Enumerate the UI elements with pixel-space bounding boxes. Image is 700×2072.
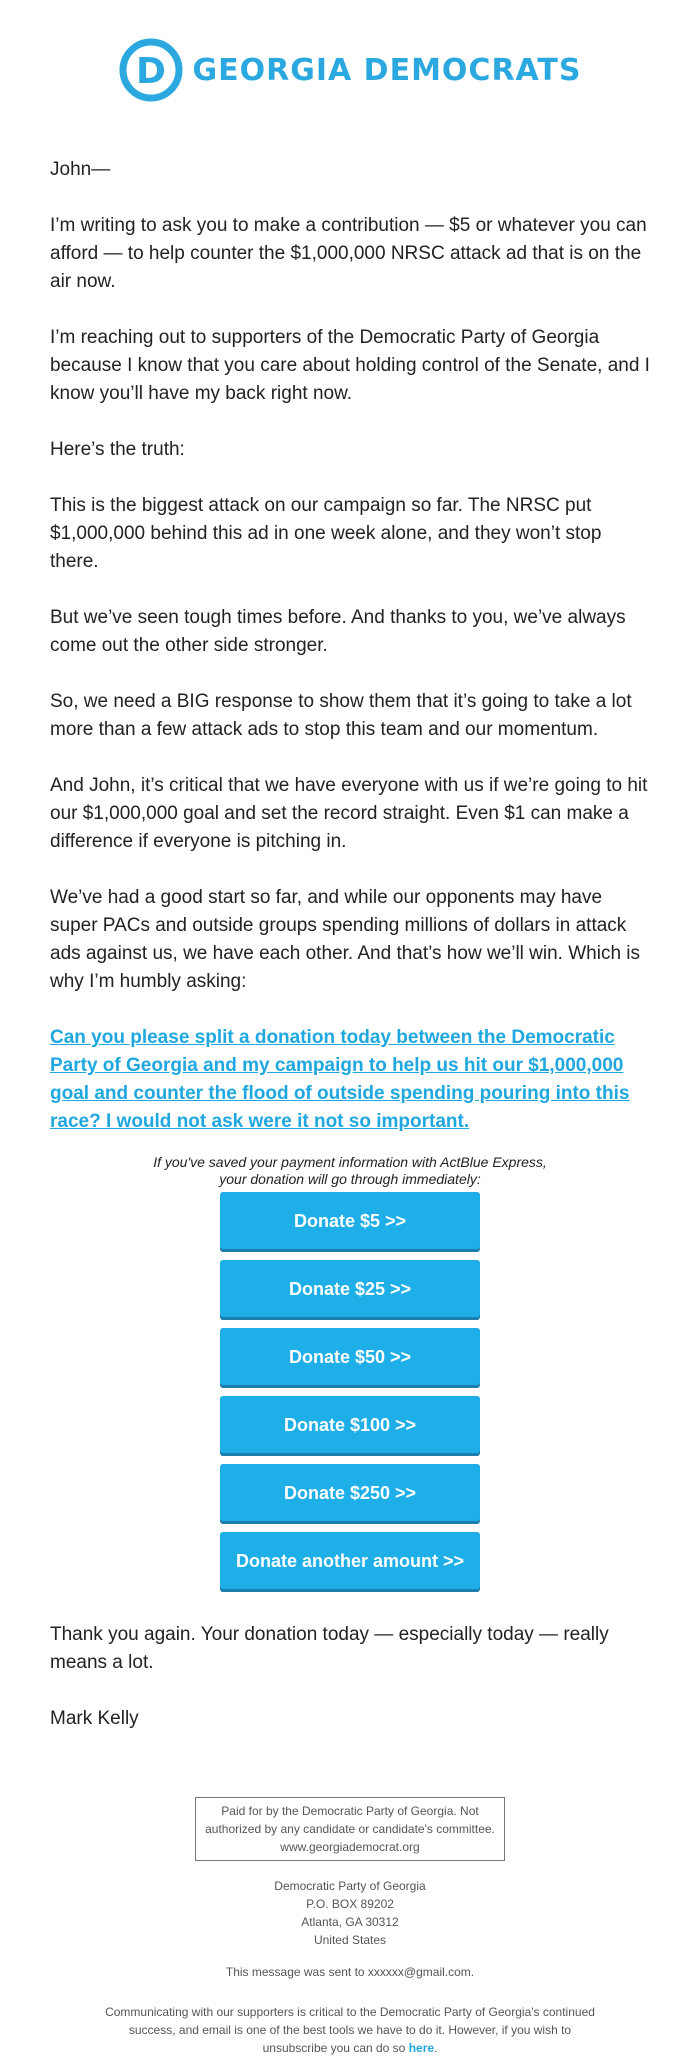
donate-other-button[interactable]: Donate another amount >> bbox=[220, 1532, 480, 1589]
donation-cta-link[interactable]: Can you please split a donation today between the Democratic Party of Georgia and my campaign to help us hit our $1,000,000 goal and counter the flood of outside spending pouring into this race? I would not ask were it not so important. bbox=[50, 1027, 630, 1132]
signature: Mark Kelly bbox=[50, 1708, 139, 1729]
mailing-address bbox=[0, 1877, 700, 1949]
note-line: If you've saved your payment information with ActBlue Express, bbox=[153, 1154, 547, 1170]
footer bbox=[0, 1797, 700, 2057]
address-line: United States bbox=[313, 1933, 387, 1947]
address-line: Atlanta, GA 30312 bbox=[301, 1915, 399, 1929]
paid-for-disclaimer bbox=[195, 1797, 505, 1861]
disclaimer-line: authorized by any candidate or candidate's committee. bbox=[205, 1822, 495, 1836]
disclaimer-line: Paid for by the Democratic Party of Georgia. Not bbox=[221, 1804, 479, 1818]
donate-50-button[interactable]: Donate $50 >> bbox=[220, 1328, 480, 1385]
paragraph: I’m reaching out to supporters of the Democratic Party of Georgia because I know that you care about holding control of the Senate, and I know you’ll have my back right now. bbox=[50, 327, 650, 404]
sent-to-notice: This message was sent to xxxxxx@gmail.com. bbox=[225, 1965, 475, 1979]
logo-text: GEORGIA DEMOCRATS bbox=[192, 52, 582, 88]
address-line: P.O. BOX 89202 bbox=[306, 1897, 394, 1911]
email-body bbox=[0, 156, 700, 1733]
donate-100-button[interactable]: Donate $100 >> bbox=[220, 1396, 480, 1453]
paragraph: And John, it’s critical that we have everyone with us if we’re going to hit our $1,000,000 goal and set the record straight. Even $1 can make a difference if everyone is pitching in. bbox=[50, 775, 648, 852]
paragraph: So, we need a BIG response to show them that it’s going to take a lot more than a few attack ads to stop this team and our momentum. bbox=[50, 691, 632, 740]
paragraph: This is the biggest attack on our campaign so far. The NRSC put $1,000,000 behind this ad in one week alone, and they won’t stop there. bbox=[50, 495, 602, 572]
greeting: John— bbox=[50, 159, 111, 180]
unsubscribe-period: . bbox=[434, 2041, 438, 2055]
donate-5-button[interactable]: Donate $5 >> bbox=[220, 1192, 480, 1249]
d-logo-icon bbox=[119, 38, 183, 102]
donate-buttons bbox=[50, 1192, 650, 1589]
donate-250-button[interactable]: Donate $250 >> bbox=[220, 1464, 480, 1521]
paragraph: But we’ve seen tough times before. And thanks to you, we’ve always come out the other side stronger. bbox=[50, 607, 626, 656]
unsubscribe-text: Communicating with our supporters is critical to the Democratic Party of Georgia's continued success, and email is one of the best tools we have to do it. However, if you wish to unsubscribe you can do so bbox=[105, 2005, 595, 2055]
note-line: your donation will go through immediately: bbox=[219, 1171, 481, 1187]
logo-letter: D bbox=[135, 51, 166, 92]
closing-paragraph: Thank you again. Your donation today — especially today — really means a lot. bbox=[50, 1624, 609, 1673]
header bbox=[0, 0, 700, 140]
paragraph: I’m writing to ask you to make a contribution — $5 or whatever you can afford — to help counter the $1,000,000 NRSC attack ad that is on the air now. bbox=[50, 215, 647, 292]
paragraph: We’ve had a good start so far, and while our opponents may have super PACs and outside groups spending millions of dollars in attack ads against us, we have each other. And that’s how we’ll win. Which is why I’m humbly asking: bbox=[50, 887, 641, 992]
unsubscribe-notice bbox=[100, 2003, 600, 2057]
unsubscribe-link[interactable]: here bbox=[408, 2041, 435, 2055]
website-text: www.georgiademocrat.org bbox=[280, 1840, 420, 1854]
address-line: Democratic Party of Georgia bbox=[274, 1879, 426, 1893]
georgia-democrats-logo[interactable] bbox=[119, 38, 582, 102]
actblue-express-note bbox=[50, 1154, 650, 1188]
paragraph: Here’s the truth: bbox=[50, 439, 185, 460]
donate-25-button[interactable]: Donate $25 >> bbox=[220, 1260, 480, 1317]
